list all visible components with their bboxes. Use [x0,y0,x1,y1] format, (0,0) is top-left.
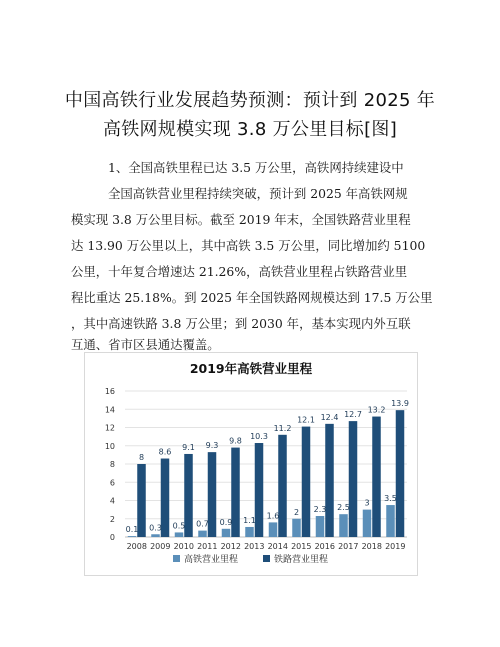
hsr-bar [269,522,278,537]
y-tick-label: 6 [109,478,115,488]
hsr-data-label: 2.3 [313,505,327,515]
legend-railway-swatch [263,555,270,562]
chart-title: 2019年高铁营业里程 [189,361,313,376]
legend-hsr-label: 高铁营业里程 [184,555,239,565]
railway-bar [278,435,287,537]
railway-data-label: 12.4 [320,412,339,422]
x-tick-label: 2013 [244,542,265,551]
railway-bar [231,448,240,537]
hsr-bar [198,531,207,537]
hsr-bar [151,534,160,537]
y-tick-label: 10 [104,441,115,451]
hsr-bar [316,516,325,537]
y-tick-label: 16 [104,387,115,396]
paragraph-line: 互通、省市区县通达覆盖。 [71,337,220,352]
bar-chart [85,353,417,575]
hsr-bar [363,510,372,537]
hsr-bar [128,536,137,537]
hsr-bar [292,519,301,537]
railway-data-label: 9.1 [182,442,195,452]
paragraph-line: 程比重达 25.18%。到 2025 年全国铁路网规模达到 17.5 万公里 [71,290,433,305]
railway-data-label: 12.7 [344,410,362,420]
railway-bar [302,427,311,537]
y-tick-label: 12 [104,423,115,433]
paragraph-line: 达 13.90 万公里以上，其中高铁 3.5 万公里，同比增加约 5100 [71,238,426,253]
title-line-2: 高铁网规模实现 3.8 万公里目标[图] [102,119,398,140]
x-tick-label: 2019 [385,542,406,551]
hsr-data-label: 0.5 [172,521,186,531]
railway-data-label: 13.2 [367,405,386,415]
y-tick-label: 8 [109,460,115,469]
railway-data-label: 11.2 [273,423,292,433]
railway-data-label: 13.9 [391,399,409,409]
railway-data-label: 9.3 [205,441,219,451]
railway-bar [325,424,334,537]
paragraph-line: 公里，十年复合增速达 21.26%，高铁营业里程占铁路营业里 [71,264,408,279]
x-tick-label: 2010 [173,542,194,551]
hsr-data-label: 0.7 [196,519,209,529]
hsr-bar [339,514,348,537]
hsr-data-label: 1.6 [266,511,280,521]
railway-bar [372,417,381,537]
paragraph-line: 1、全国高铁里程已达 3.5 万公里，高铁网持续建设中 [108,160,404,175]
railway-data-label: 8.6 [158,447,172,457]
hsr-data-label: 1.1 [243,515,256,525]
railway-data-label: 9.8 [229,436,242,446]
hsr-data-label: 0.1 [125,525,139,535]
railway-bar [208,452,217,537]
railway-bar [349,421,358,537]
hsr-data-label: 3 [364,498,370,508]
x-tick-label: 2011 [197,542,218,551]
y-tick-label: 4 [109,496,115,506]
y-tick-label: 14 [104,405,115,415]
legend-railway-label: 铁路营业里程 [274,555,329,565]
x-tick-label: 2014 [267,542,288,551]
paragraph-line: ，其中高速铁路 3.8 万公里；到 2030 年，基本实现内外互联 [71,316,411,331]
railway-data-label: 12.1 [297,415,315,425]
hsr-data-label: 3.5 [384,494,397,504]
hsr-data-label: 2.5 [337,503,350,513]
x-tick-label: 2015 [291,542,312,551]
hsr-data-label: 2 [293,507,300,517]
railway-bar [137,464,146,537]
x-tick-label: 2018 [361,542,382,551]
x-tick-label: 2017 [338,542,359,551]
x-tick-label: 2008 [126,542,147,551]
title-line-1: 中国高铁行业发展趋势预测：预计到 2025 年 [64,90,436,111]
hsr-data-label: 0.9 [219,517,233,527]
hsr-data-label: 0.3 [149,523,162,533]
hsr-bar [245,527,254,537]
railway-data-label: 8 [138,453,145,462]
railway-bar [184,454,193,537]
railway-bar [396,410,405,537]
x-tick-label: 2012 [220,542,241,551]
chart-container [84,352,418,576]
y-tick-label: 2 [109,514,115,524]
paragraph-line: 模实现 3.8 万公里目标。截至 2019 年末，全国铁路营业里程 [71,212,411,227]
article-title [40,86,460,144]
x-tick-label: 2009 [150,542,171,551]
hsr-bar [222,529,231,537]
railway-data-label: 10.3 [250,432,268,442]
hsr-bar [386,505,395,537]
railway-bar [255,443,264,537]
legend-hsr-swatch [173,555,180,562]
railway-bar [161,459,170,537]
y-tick-label: 0 [109,533,115,542]
x-tick-label: 2016 [314,542,335,551]
hsr-bar [175,532,184,537]
paragraph-line: 全国高铁营业里程持续突破，预计到 2025 年高铁网规 [108,186,408,201]
